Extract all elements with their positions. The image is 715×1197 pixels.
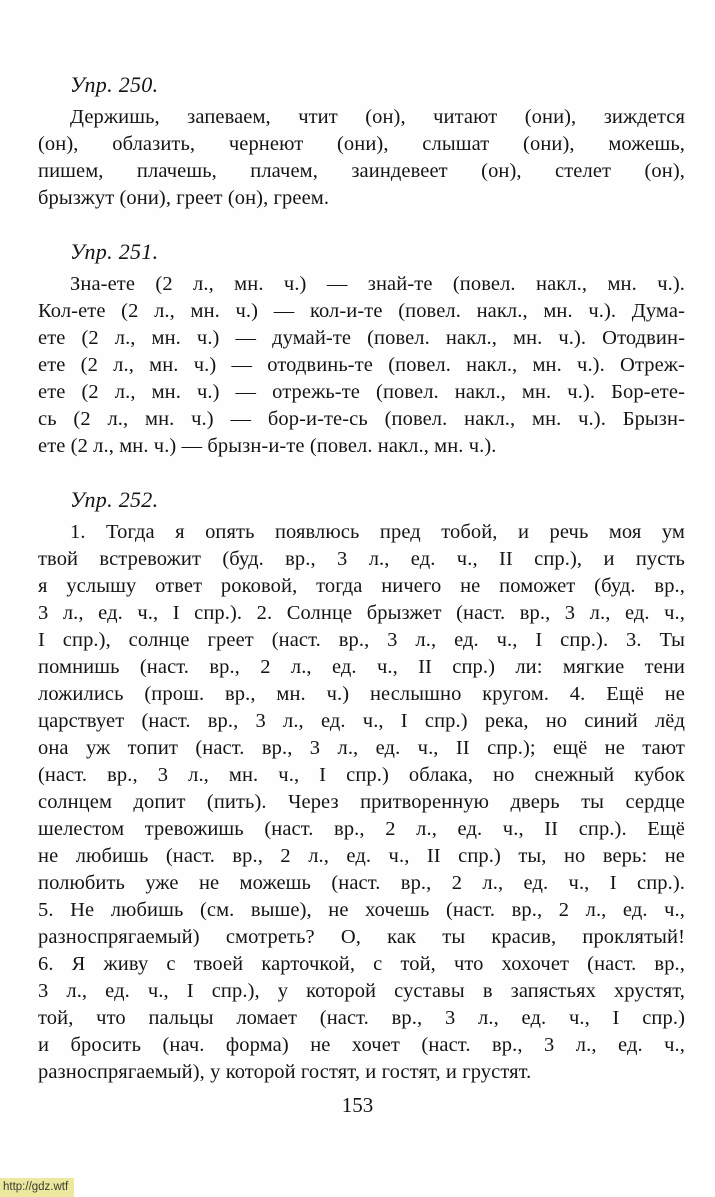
page-number: 153 [341, 1093, 374, 1117]
exercise-250 [38, 71, 685, 212]
text-column [38, 71, 685, 1112]
text-line: ете (2 л., мн. ч.) — думай-те (повел. накл., мн. ч.). Отодвин- [38, 327, 685, 349]
text-line: 3 л., ед. ч., I спр.). 2. Солнце брызжет (наст. вр., 3 л., ед. ч., [38, 602, 685, 624]
text-line: помнишь (наст. вр., 2 л., ед. ч., II спр.) ли: мягкие тени [38, 656, 685, 678]
text-line: 1. Тогда я опять появлюсь пред тобой, и речь моя ум [70, 521, 685, 543]
text-line: не любишь (наст. вр., 2 л., ед. ч., II спр.) ты, но верь: не [38, 845, 685, 867]
text-line: ете (2 л., мн. ч.) — брызн-и-те (повел. накл., мн. ч.). [38, 435, 497, 457]
exercise-252 [38, 486, 685, 1086]
exercise-title: Упр. 250. [70, 72, 159, 97]
text-line: брызжут (они), греет (он), греем. [38, 187, 330, 209]
text-line: 5. Не любишь (см. выше), не хочешь (наст. вр., 2 л., ед. ч., [38, 899, 685, 921]
text-line: Держишь, запеваем, чтит (он), читают (они), зиждется [70, 106, 685, 128]
text-line: твой встревожит (буд. вр., 3 л., ед. ч., II спр.), и пусть [38, 548, 685, 570]
text-line: Кол-ете (2 л., мн. ч.) — кол-и-те (повел. накл., мн. ч.). Дума- [38, 300, 685, 322]
text-line: ете (2 л., мн. ч.) — отодвинь-те (повел. накл., мн. ч.). Отреж- [38, 354, 685, 376]
text-line: пишем, плачешь, плачем, заиндевеет (он), стелет (он), [38, 160, 685, 182]
text-line: солнцем допит (пить). Через притворенную дверь ты сердце [38, 791, 685, 813]
text-line: 6. Я живу с твоей карточкой, с той, что хохочет (наст. вр., [38, 953, 685, 975]
text-line: шелестом тревожишь (наст. вр., 2 л., ед. ч., II спр.). Ещё [38, 818, 685, 840]
text-line: I спр.), солнце греет (наст. вр., 3 л., ед. ч., I спр.). 3. Ты [38, 629, 685, 651]
text-line: 3 л., ед. ч., I спр.), у которой суставы в запястьях хрустят, [38, 980, 685, 1002]
watermark: http://gdz.wtf [0, 1178, 74, 1197]
exercise-body [38, 104, 685, 212]
exercise-title: Упр. 251. [70, 239, 159, 264]
text-line: (наст. вр., 3 л., мн. ч., I спр.) облака, но снежный кубок [38, 764, 685, 786]
exercise-251 [38, 238, 685, 460]
exercise-body [38, 519, 685, 1086]
text-line: полюбить уже не можешь (наст. вр., 2 л., ед. ч., I спр.). [38, 872, 685, 894]
text-line: царствует (наст. вр., 3 л., ед. ч., I спр.) река, но синий лёд [38, 710, 685, 732]
text-line: сь (2 л., мн. ч.) — бор-и-те-сь (повел. накл., мн. ч.). Брызн- [38, 408, 685, 430]
text-line: Зна-ете (2 л., мн. ч.) — знай-те (повел. накл., мн. ч.). [70, 273, 685, 295]
text-line: и бросить (нач. форма) не хочет (наст. вр., 3 л., ед. ч., [38, 1034, 685, 1056]
text-line: разноспрягаемый), у которой гостят, и гостят, и грустят. [38, 1061, 532, 1083]
text-line: я услышу ответ роковой, тогда ничего не поможет (буд. вр., [38, 575, 685, 597]
text-line: ете (2 л., мн. ч.) — отрежь-те (повел. накл., мн. ч.). Бор-ете- [38, 381, 685, 403]
text-line: разноспрягаемый) смотреть? О, как ты красив, проклятый! [38, 926, 685, 948]
text-line: (он), облазить, чернеют (они), слышат (они), можешь, [38, 133, 685, 155]
text-line: ложились (прош. вр., мн. ч.) неслышно кругом. 4. Ещё не [38, 683, 685, 705]
exercise-body [38, 271, 685, 460]
text-line: той, что пальцы ломает (наст. вр., 3 л., ед. ч., I спр.) [38, 1007, 685, 1029]
text-line: она уж топит (наст. вр., 3 л., ед. ч., II спр.); ещё не тают [38, 737, 685, 759]
exercise-title: Упр. 252. [70, 487, 159, 512]
